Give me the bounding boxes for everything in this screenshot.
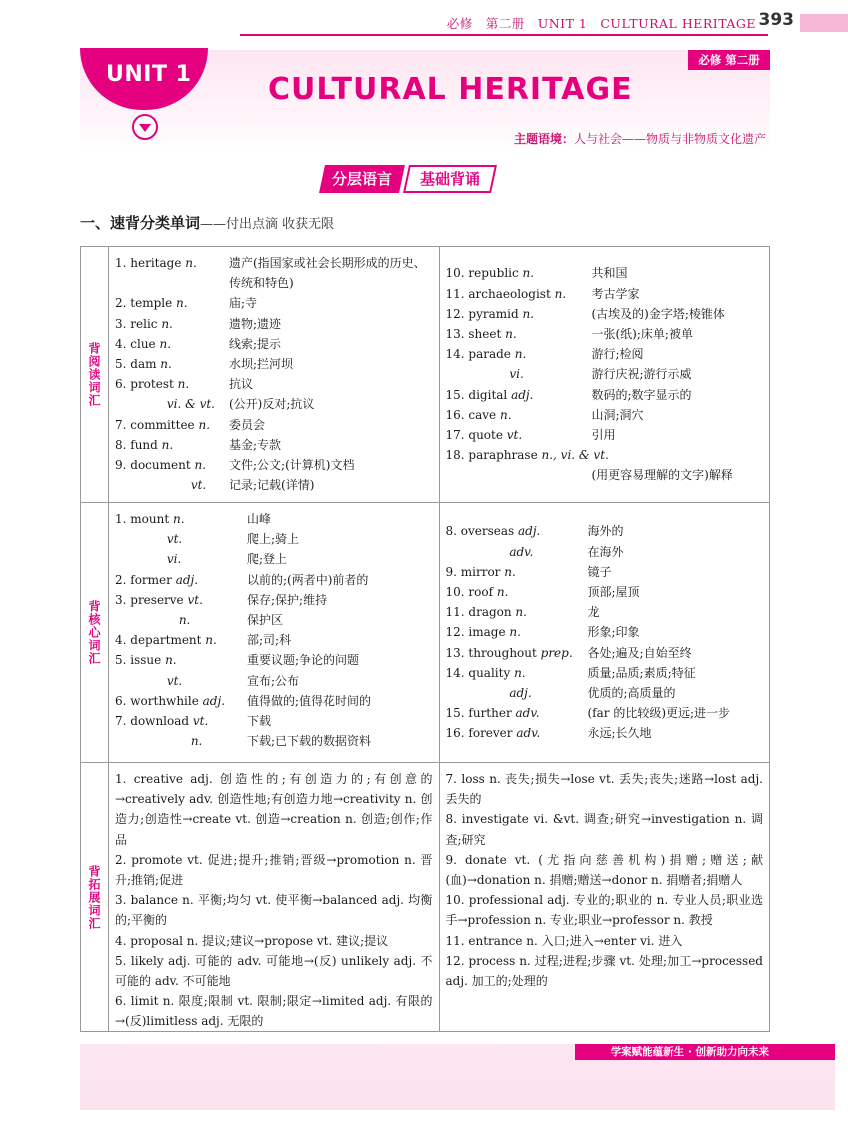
vocab-word: vt. [190, 478, 207, 493]
vocab-definition: 遗物;遗迹 [229, 316, 282, 331]
vocab-word: 9. mirror n. [445, 564, 516, 579]
vocab-definition: (公开)反对;抗议 [229, 397, 315, 412]
vocab-entry [446, 324, 764, 344]
banner-right: 基础背诵 [403, 165, 497, 193]
vocab-definition: 重要议题;争论的问题 [247, 653, 360, 668]
vocab-word: 1. heritage n. [115, 256, 197, 270]
vocab-definition: 水坝;拦河坝 [229, 357, 294, 372]
vocab-word: 7. download vt. [115, 714, 209, 729]
vocab-entry [115, 253, 433, 293]
vocab-entry [115, 731, 433, 751]
vocab-definition: 线索;提示 [229, 336, 282, 351]
vocab-word: adj. [509, 686, 532, 700]
vocab-entry [446, 602, 764, 622]
section-banner [322, 165, 494, 193]
reading-left-column [109, 247, 440, 502]
vocab-definition: 共和国 [591, 266, 628, 281]
vocab-word: 5. dam n. [115, 357, 172, 372]
vocab-entry [446, 703, 764, 723]
vocab-entry [446, 304, 764, 324]
theme-context [514, 130, 766, 147]
vocab-definition: 值得做的;值得花时间的 [247, 693, 372, 708]
vocab-entry [115, 590, 433, 610]
vocab-definition: 宣布;公布 [247, 673, 300, 688]
extended-entry: 5. likely adj. 可能的 adv. 可能地→(反) unlikely adj. 不可能的 adv. 不可能地 [115, 953, 433, 989]
page-number: 393 [758, 10, 794, 30]
vocab-definition: 文件;公文;(计算机)文档 [229, 458, 355, 473]
vocab-definition: 引用 [591, 428, 616, 442]
vocab-entry [446, 263, 764, 283]
vocab-word: vt. [166, 673, 183, 688]
vocab-entry [446, 465, 764, 485]
banner-left: 分层语言 [319, 165, 405, 193]
corner-decoration [800, 14, 848, 32]
extended-entry: 10. professional adj. 专业的;职业的 n. 专业人员;职业选手→profession n. 专业;职业→professor n. 教授 [445, 893, 763, 928]
vocab-word: 3. preserve vt. [115, 592, 203, 607]
vocab-entry [446, 425, 764, 445]
book-tag: 必修 第二册 [688, 50, 770, 70]
vocab-word: 15. digital adj. [445, 387, 534, 402]
extended-entry: 2. promote vt. 促进;提升;推销;晋级→promotion n. 晋升;推销;促进 [115, 852, 433, 888]
vocab-word [446, 465, 592, 485]
extended-entry: 11. entrance n. 入口;进入→enter vi. 进入 [445, 933, 683, 948]
vocab-word: 1. mount n. [115, 512, 185, 526]
vocab-definition: 一张(纸);床单;被单 [591, 326, 693, 341]
vocab-word: 8. fund n. [115, 437, 174, 452]
vocab-entry [446, 582, 764, 602]
vocab-definition: 海外的 [587, 524, 624, 539]
vocab-entry [115, 334, 433, 354]
vocab-word: 7. committee n. [115, 417, 211, 432]
unit-label: UNIT 1 [106, 62, 192, 87]
vocab-entry [446, 445, 764, 465]
reading-right-column [440, 247, 770, 502]
vocab-entry [446, 562, 764, 582]
vocab-table [80, 246, 770, 1032]
vocab-definition: 委员会 [229, 417, 266, 432]
vocab-definition: 保存;保护;维持 [247, 592, 328, 607]
vocab-definition: 各处;遍及;自始至终 [587, 645, 692, 660]
vocab-entry [115, 475, 433, 495]
vocab-entry [446, 663, 764, 683]
vocab-entry [115, 529, 433, 549]
vocab-entry [115, 354, 433, 374]
vocab-definition: 爬;登上 [247, 552, 288, 567]
page-title: CULTURAL HERITAGE [268, 72, 633, 107]
vocab-definition: 考古学家 [591, 286, 640, 301]
vocab-word: 3. relic n. [115, 316, 173, 331]
vocab-word: 11. dragon n. [445, 605, 527, 620]
vocab-definition: 山峰 [247, 512, 272, 526]
vocab-definition: 永远;长久地 [587, 726, 652, 741]
core-vocab-row [81, 503, 769, 763]
vocab-definition [592, 445, 764, 465]
extended-entry: 8. investigate vi. &vt. 调查;研究→investigation n. 调查;研究 [445, 812, 763, 847]
vocab-word: 10. republic n. [445, 266, 535, 281]
vocab-definition: 下载;已下载的数据资料 [247, 734, 372, 749]
vocab-definition: 部;司;科 [247, 633, 292, 648]
vocab-definition: 优质的;高质量的 [587, 686, 676, 700]
vocab-word: 15. further adv. [445, 706, 540, 721]
vocab-definition: 顶部;屋顶 [587, 584, 640, 599]
footer-band [80, 1044, 835, 1110]
vocab-definition: (用更容易理解的文字)解释 [591, 468, 733, 483]
vocab-word: 18. paraphrase n., vi. & vt. [445, 448, 609, 463]
vocab-word: 14. quality n. [445, 665, 526, 680]
vocab-definition: 形象;印象 [587, 625, 640, 640]
extended-entry: 9. donate vt. (尤指向慈善机构)捐赠;赠送;献(血)→donation n. 捐赠;赠送→donor n. 捐赠者;捐赠人 [445, 852, 763, 888]
vocab-definition: 质量;品质;素质;特征 [587, 665, 696, 680]
extended-entry: 3. balance n. 平衡;均匀 vt. 使平衡→balanced adj. 均衡的;平衡的 [115, 893, 433, 928]
category-label: 背拓展词汇 [81, 763, 109, 1031]
vocab-entry [115, 671, 433, 691]
vocab-entry [115, 650, 433, 670]
vocab-definition: 基金;专款 [229, 437, 282, 452]
vocab-word: n. [190, 734, 203, 749]
theme-label: 主题语境： [513, 132, 574, 146]
vocab-entry [446, 344, 764, 364]
vocab-word: 16. forever adv. [445, 726, 541, 741]
vocab-word: 14. parade n. [445, 347, 527, 362]
vocab-entry [115, 293, 433, 313]
vocab-definition: 在海外 [587, 544, 624, 559]
vocab-word: 8. overseas adj. [445, 524, 541, 539]
core-left-column [109, 503, 440, 762]
vocab-definition: (far 的比较级)更远;进一步 [587, 706, 731, 721]
vocab-word: 13. sheet n. [445, 326, 517, 341]
core-right-column [440, 503, 770, 762]
vocab-word: vi. & vt. [166, 397, 215, 412]
vocab-entry [446, 643, 764, 663]
extended-entry: 12. process n. 过程;进程;步骤 vt. 处理;加工→processed adj. 加工的;处理的 [445, 953, 763, 989]
category-label: 背核心词汇 [81, 503, 109, 762]
vocab-entry [115, 509, 433, 529]
extended-entry: 1. creative adj. 创造性的;有创造力的;有创意的→creatively adv. 创造性地;有创造力地→creativity n. 创造力;创造性→create vt. 创造→creation n. 创造;创作;作品 [115, 772, 433, 847]
vocab-word: 12. pyramid n. [445, 306, 535, 321]
category-label: 背阅读词汇 [81, 247, 109, 502]
vocab-word: n. [178, 613, 191, 628]
vocab-word: 4. department n. [115, 633, 217, 648]
vocab-word: 6. worthwhile adj. [115, 693, 226, 708]
extended-entry: 4. proposal n. 提议;建议→propose vt. 建议;提议 [115, 933, 389, 948]
vocab-definition: 抗议 [229, 377, 254, 392]
vocab-entry [115, 711, 433, 731]
vocab-entry [446, 385, 764, 405]
extended-vocab-row [81, 763, 769, 1031]
extended-right-column [440, 763, 770, 1031]
vocab-definition: 龙 [587, 605, 600, 620]
vocab-word: 10. roof n. [445, 584, 509, 599]
vocab-entry [446, 542, 764, 562]
running-head: 必修 第二册 UNIT 1 CULTURAL HERITAGE [446, 16, 756, 31]
section-heading-sub: ——付出点滴 收获无限 [200, 217, 335, 232]
extended-entry: 7. loss n. 丧失;损失→lose vt. 丢失;丧失;迷路→lost adj. 丢失的 [445, 772, 763, 807]
vocab-word: vi. [509, 367, 524, 382]
vocab-definition: 保护区 [247, 613, 284, 628]
vocab-entry [115, 630, 433, 650]
vocab-definition: 游行庆祝;游行示威 [591, 367, 692, 382]
footer-slogan: 学案赋能蕴新生 · 创新助力向未来 [575, 1044, 835, 1060]
vocab-definition: 山洞;洞穴 [591, 407, 644, 422]
vocab-entry [115, 415, 433, 435]
section-heading-title: 一、速背分类单词 [80, 214, 201, 232]
vocab-word: vt. [166, 532, 183, 547]
extended-left-column [109, 763, 440, 1031]
vocab-entry [115, 374, 433, 394]
vocab-word: 2. temple n. [115, 296, 188, 311]
vocab-word: 16. cave n. [445, 407, 512, 422]
vocab-word: 17. quote vt. [445, 428, 523, 442]
extended-entry: 6. limit n. 限度;限制 vt. 限制;限定→limited adj. 有限的→(反)limitless adj. 无限的 [115, 994, 433, 1029]
vocab-entry [115, 691, 433, 711]
vocab-entry [446, 364, 764, 384]
vocab-entry [446, 683, 764, 703]
vocab-entry [446, 405, 764, 425]
vocab-entry [446, 284, 764, 304]
vocab-word: 4. clue n. [115, 336, 172, 351]
vocab-entry [115, 570, 433, 590]
header-rule [240, 34, 768, 36]
vocab-word: 11. archaeologist n. [445, 286, 567, 301]
vocab-word: 6. protest n. [115, 377, 190, 392]
vocab-definition: 庙;寺 [229, 296, 258, 311]
reading-vocab-row [81, 247, 769, 503]
vocab-word: 12. image n. [445, 625, 521, 640]
vocab-definition: 镜子 [587, 564, 612, 579]
vocab-entry [115, 314, 433, 334]
vocab-entry [115, 610, 433, 630]
vocab-word: 5. issue n. [115, 653, 177, 668]
vocab-definition: 下载 [247, 714, 272, 729]
theme-text: 人与社会——物质与非物质文化遗产 [573, 132, 766, 146]
vocab-word: 13. throughout prep. [445, 645, 573, 660]
chevron-down-icon [132, 114, 158, 140]
vocab-word: 2. former adj. [115, 572, 199, 587]
vocab-word: vi. [166, 552, 182, 567]
vocab-entry [115, 549, 433, 569]
vocab-definition: 游行;检阅 [591, 347, 644, 362]
vocab-definition: (古埃及的)金字塔;棱锥体 [591, 306, 725, 321]
vocab-entry [115, 455, 433, 475]
vocab-entry [446, 521, 764, 541]
vocab-word: adv. [509, 544, 534, 559]
vocab-entry [446, 723, 764, 743]
vocab-definition: 以前的;(两者中)前者的 [247, 572, 369, 587]
vocab-entry [446, 622, 764, 642]
vocab-definition: 记录;记载(详情) [229, 478, 315, 493]
vocab-entry [115, 435, 433, 455]
vocab-word: 9. document n. [115, 458, 207, 473]
vocab-definition: 爬上;骑上 [247, 532, 300, 547]
section-heading [80, 212, 334, 233]
vocab-definition: 数码的;数字显示的 [591, 387, 692, 402]
vocab-definition: 遗产(指国家或社会长期形成的历史、传统和特色) [229, 256, 426, 291]
vocab-entry [115, 394, 433, 414]
